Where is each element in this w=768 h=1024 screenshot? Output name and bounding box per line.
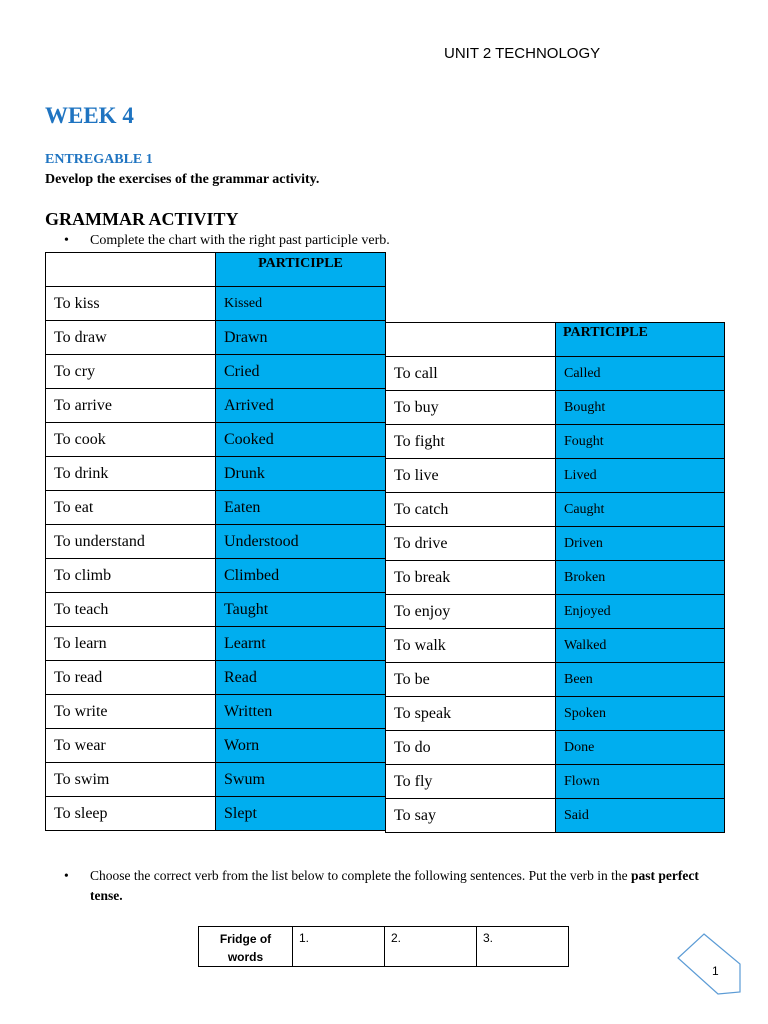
page-number: 1: [712, 964, 719, 978]
table-row: [46, 797, 386, 831]
verb-cell: To swim: [46, 763, 216, 797]
fridge-label-line1: Fridge of: [219, 932, 272, 946]
table-header-participle: PARTICIPLE: [216, 253, 386, 287]
table-header-empty: [46, 253, 216, 287]
table-row: [386, 731, 725, 765]
verb-cell: To kiss: [46, 287, 216, 321]
table-row: [46, 287, 386, 321]
fridge-of-words-table: [198, 926, 569, 967]
fridge-cell-1[interactable]: 1.: [293, 927, 385, 967]
table-row: [46, 389, 386, 423]
verb-cell: To fight: [386, 425, 556, 459]
unit-header: UNIT 2 TECHNOLOGY: [444, 45, 601, 62]
verb-cell: To drive: [386, 527, 556, 561]
participle-cell: Lived: [556, 459, 725, 493]
verb-cell: To catch: [386, 493, 556, 527]
table-row: [386, 425, 725, 459]
participle-table-left: [45, 252, 386, 831]
participle-cell: Swum: [216, 763, 386, 797]
participle-cell: Kissed: [216, 287, 386, 321]
bullet-text-bold: past perfect tense.: [90, 868, 699, 903]
verb-cell: To cry: [46, 355, 216, 389]
table-row: [46, 763, 386, 797]
verb-cell: To walk: [386, 629, 556, 663]
table-row: [386, 357, 725, 391]
verb-cell: To wear: [46, 729, 216, 763]
participle-cell: Slept: [216, 797, 386, 831]
participle-cell: Fought: [556, 425, 725, 459]
verb-cell: To draw: [46, 321, 216, 355]
participle-cell: Caught: [556, 493, 725, 527]
table-row: [46, 321, 386, 355]
table-row: [46, 525, 386, 559]
fridge-label-line2: words: [227, 950, 264, 964]
participle-cell: Eaten: [216, 491, 386, 525]
verb-cell: To teach: [46, 593, 216, 627]
table-row: [46, 729, 386, 763]
verb-cell: To be: [386, 663, 556, 697]
table-row: [386, 459, 725, 493]
participle-cell: Done: [556, 731, 725, 765]
verb-cell: To say: [386, 799, 556, 833]
table-row: [386, 527, 725, 561]
participle-cell: Bought: [556, 391, 725, 425]
instruction: Develop the exercises of the grammar activity.: [45, 172, 320, 187]
table-row: [46, 661, 386, 695]
verb-cell: To live: [386, 459, 556, 493]
verb-cell: To enjoy: [386, 595, 556, 629]
participle-cell: Spoken: [556, 697, 725, 731]
participle-cell: Called: [556, 357, 725, 391]
participle-cell: Cried: [216, 355, 386, 389]
verb-cell: To arrive: [46, 389, 216, 423]
verb-cell: To speak: [386, 697, 556, 731]
participle-cell: Read: [216, 661, 386, 695]
verb-cell: To call: [386, 357, 556, 391]
fridge-cell-2[interactable]: 2.: [385, 927, 477, 967]
participle-cell: Driven: [556, 527, 725, 561]
table-row: [386, 799, 725, 833]
subtitle: ENTREGABLE 1: [45, 152, 153, 167]
participle-cell: Climbed: [216, 559, 386, 593]
verb-cell: To drink: [46, 457, 216, 491]
bullet-icon: •: [64, 868, 69, 883]
page-number-badge-icon: [674, 932, 744, 998]
bullet-text: Complete the chart with the right past participle verb.: [90, 233, 390, 248]
bullet-icon: •: [64, 233, 69, 248]
bullet-text-plain: Choose the correct verb from the list below to complete the following sentences. Put the verb in the: [90, 868, 631, 883]
participle-cell: Walked: [556, 629, 725, 663]
table-row: [386, 595, 725, 629]
bullet-text: [90, 866, 730, 906]
verb-cell: To climb: [46, 559, 216, 593]
page-title: WEEK 4: [45, 103, 134, 128]
table-row: [46, 695, 386, 729]
participle-cell: Flown: [556, 765, 725, 799]
table-row: [46, 491, 386, 525]
participle-cell: Drunk: [216, 457, 386, 491]
table-row: [386, 697, 725, 731]
verb-cell: To sleep: [46, 797, 216, 831]
table-header-participle: PARTICIPLE: [556, 323, 725, 357]
verb-cell: To learn: [46, 627, 216, 661]
verb-cell: To understand: [46, 525, 216, 559]
participle-cell: Been: [556, 663, 725, 697]
participle-cell: Broken: [556, 561, 725, 595]
table-row: [386, 629, 725, 663]
table-row: [46, 355, 386, 389]
table-row: [46, 457, 386, 491]
table-header-row: [46, 253, 386, 287]
fridge-cell-3[interactable]: 3.: [477, 927, 569, 967]
verb-cell: To write: [46, 695, 216, 729]
verb-cell: To eat: [46, 491, 216, 525]
participle-cell: Cooked: [216, 423, 386, 457]
participle-cell: Enjoyed: [556, 595, 725, 629]
table-row: [386, 391, 725, 425]
verb-cell: To cook: [46, 423, 216, 457]
participle-table-right: [385, 322, 725, 833]
participle-cell: Drawn: [216, 321, 386, 355]
table-header-empty: [386, 323, 556, 357]
table-row: [46, 559, 386, 593]
verb-cell: To do: [386, 731, 556, 765]
table-row: [386, 561, 725, 595]
participle-cell: Taught: [216, 593, 386, 627]
fridge-label: [199, 927, 293, 967]
verb-cell: To fly: [386, 765, 556, 799]
verb-cell: To break: [386, 561, 556, 595]
section-title: GRAMMAR ACTIVITY: [45, 209, 239, 229]
table-row: [46, 593, 386, 627]
table-header-row: [386, 323, 725, 357]
participle-cell: Understood: [216, 525, 386, 559]
table-row: [46, 627, 386, 661]
participle-cell: Worn: [216, 729, 386, 763]
verb-cell: To buy: [386, 391, 556, 425]
participle-cell: Arrived: [216, 389, 386, 423]
participle-cell: Said: [556, 799, 725, 833]
participle-cell: Written: [216, 695, 386, 729]
table-row: [386, 663, 725, 697]
participle-cell: Learnt: [216, 627, 386, 661]
verb-cell: To read: [46, 661, 216, 695]
table-row: [386, 493, 725, 527]
table-row: [46, 423, 386, 457]
table-row: [386, 765, 725, 799]
